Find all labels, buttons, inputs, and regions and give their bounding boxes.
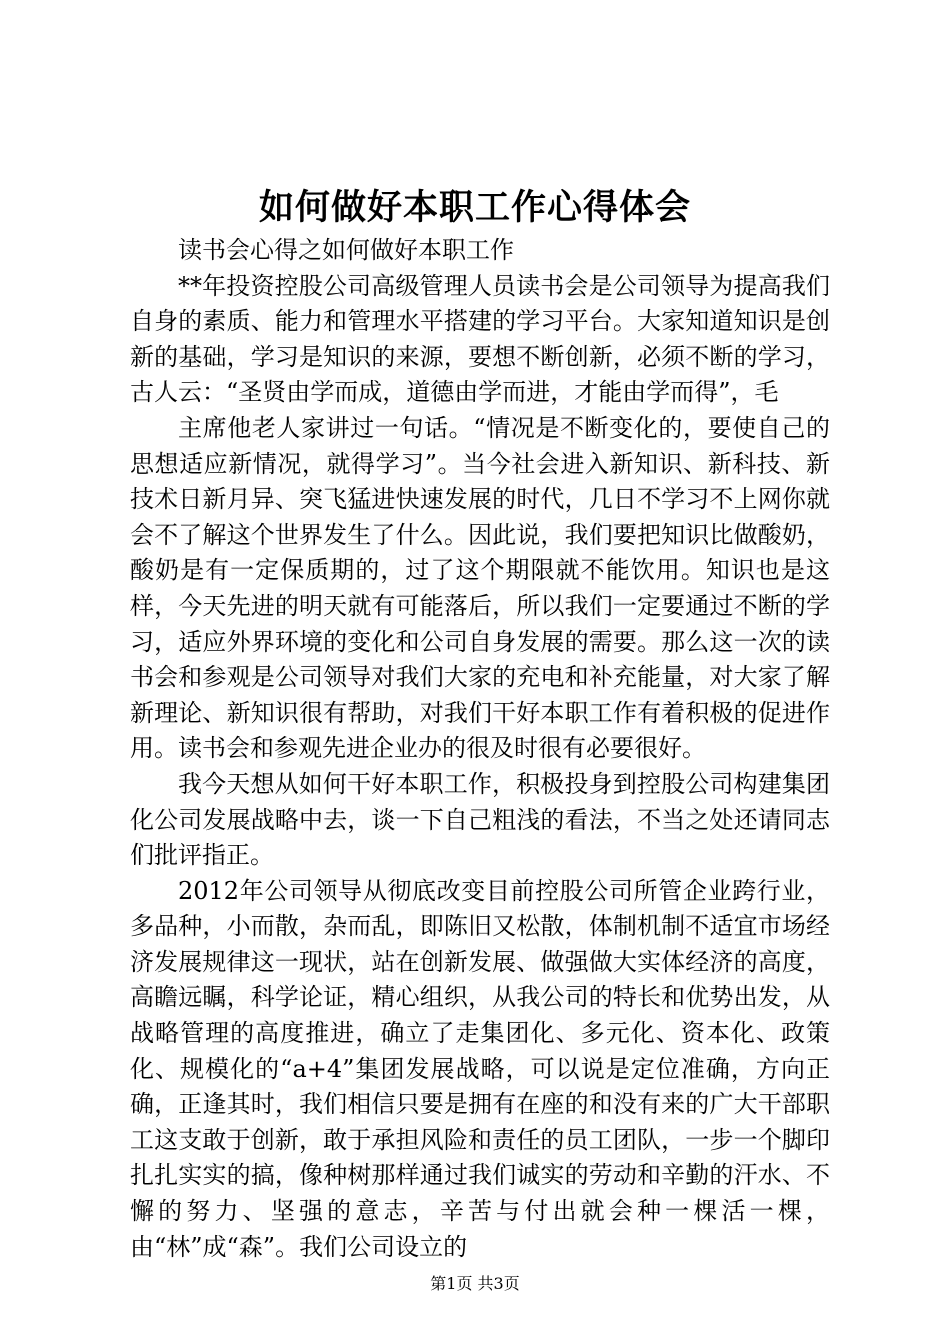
paragraph: 2012年公司领导从彻底改变目前控股公司所管企业跨行业，多品种，小而散，杂而乱，即陈旧又松散，体制机制不适宜市场经济发展规律这一现状，站在创新发展、做强做大实体经济的高度，高瞻远瞩，科学论证，精心组织，从我公司的特长和优势出发，从战略管理的高度推进，确立了走集团化、多元化、资本化、政策化、规模化的“a+4”集团发展战略，可以说是定位准确，方向正确，正逢其时，我们相信只要是拥有在座的和没有来的广大干部职工这支敢于创新，敢于承担风险和责任的员工团队，一步一个脚印扎扎实实的搞，像种树那样通过我们诚实的劳动和辛勤的汗水、不懈的努力、坚强的意志，辛苦与付出就会种一棵活一棵，由“林”成“森”。我们公司设立的	[130, 876, 830, 1261]
paragraph: 我今天想从如何干好本职工作，积极投身到控股公司构建集团化公司发展战略中去，谈一下自己粗浅的看法，不当之处还请同志们批评指正。	[130, 769, 830, 870]
document-body	[130, 233, 830, 1265]
paragraph-subtitle: 读书会心得之如何做好本职工作	[178, 236, 514, 264]
document-title: 如何做好本职工作心得体会	[258, 187, 691, 228]
page-footer: 第1页 共3页	[430, 1274, 520, 1293]
paragraph: **年投资控股公司高级管理人员读书会是公司领导为提高我们自身的素质、能力和管理水平搭建的学习平台。大家知道知识是创新的基础，学习是知识的来源，要想不断创新，必须不断的学习，古人云：“圣贤由学而成，道德由学而进，才能由学而得”，毛	[130, 271, 830, 407]
paragraph: 主席他老人家讲过一句话。“情况是不断变化的，要使自己的思想适应新情况，就得学习”。当今社会进入新知识、新科技、新技术日新月异、突飞猛进快速发展的时代，几日不学习不上网你就会不了解这个世界发生了什么。因此说，我们要把知识比做酸奶，酸奶是有一定保质期的，过了这个期限就不能饮用。知识也是这样，今天先进的明天就有可能落后，所以我们一定要通过不断的学习，适应外界环境的变化和公司自身发展的需要。那么这一次的读书会和参观是公司领导对我们大家的充电和补充能量，对大家了解新理论、新知识很有帮助，对我们干好本职工作有着积极的促进作用。读书会和参观先进企业办的很及时很有必要很好。	[130, 413, 830, 763]
